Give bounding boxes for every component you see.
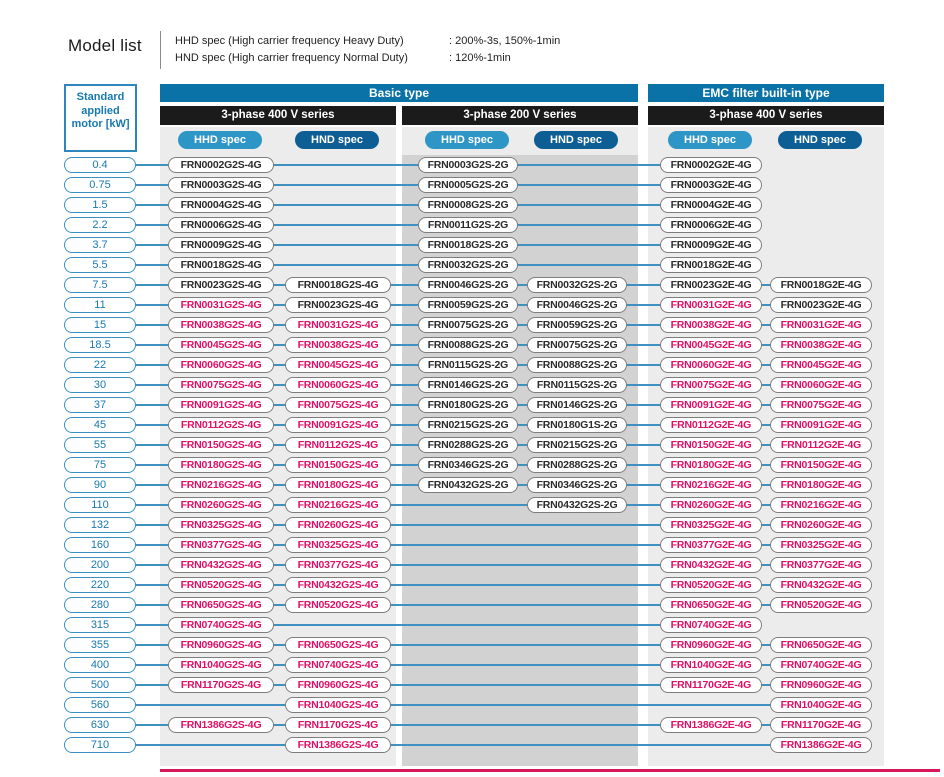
model-pill: FRN0180G2E-4G — [770, 477, 872, 493]
header-divider — [160, 31, 161, 69]
model-pill: FRN1170G2S-4G — [285, 717, 391, 733]
model-pill: FRN0288G2S-2G — [527, 457, 627, 473]
model-pill: FRN0377G2E-4G — [660, 537, 762, 553]
model-pill: FRN1170G2S-4G — [168, 677, 274, 693]
motor-row — [0, 535, 944, 555]
motor-kw-pill: 22 — [64, 357, 136, 373]
motor-row — [0, 615, 944, 635]
motor-row — [0, 635, 944, 655]
row-connector-line — [133, 744, 820, 746]
motor-row — [0, 335, 944, 355]
model-pill: FRN0150G2E-4G — [770, 457, 872, 473]
group-header-basic-type: Basic type — [160, 84, 638, 102]
model-pill: FRN0180G2S-4G — [168, 457, 274, 473]
model-pill: FRN0740G2E-4G — [660, 617, 762, 633]
model-pill: FRN0960G2S-4G — [168, 637, 274, 653]
model-pill: FRN0346G2S-2G — [527, 477, 627, 493]
model-pill: FRN0075G2S-4G — [285, 397, 391, 413]
motor-kw-pill: 710 — [64, 737, 136, 753]
legend-label: HHD spec (High carrier frequency Heavy Duty) — [175, 35, 404, 47]
model-pill: FRN0115G2S-2G — [527, 377, 627, 393]
model-pill: FRN0046G2S-2G — [527, 297, 627, 313]
model-pill: FRN0045G2S-4G — [168, 337, 274, 353]
model-pill: FRN0432G2S-4G — [285, 577, 391, 593]
model-pill: FRN0740G2S-4G — [168, 617, 274, 633]
model-pill: FRN0004G2E-4G — [660, 197, 762, 213]
model-pill: FRN0325G2E-4G — [660, 517, 762, 533]
model-pill: FRN1040G2S-4G — [285, 697, 391, 713]
model-pill: FRN0075G2E-4G — [770, 397, 872, 413]
motor-kw-pill: 630 — [64, 717, 136, 733]
motor-kw-pill: 160 — [64, 537, 136, 553]
model-pill: FRN0018G2E-4G — [660, 257, 762, 273]
model-pill: FRN0091G2S-4G — [285, 417, 391, 433]
model-pill: FRN0288G2S-2G — [418, 437, 518, 453]
motor-kw-pill: 45 — [64, 417, 136, 433]
model-pill: FRN1386G2S-4G — [285, 737, 391, 753]
model-pill: FRN0115G2S-2G — [418, 357, 518, 373]
model-pill: FRN0038G2E-4G — [660, 317, 762, 333]
model-pill: FRN0003G2S-2G — [418, 157, 518, 173]
motor-kw-pill: 315 — [64, 617, 136, 633]
model-pill: FRN0002G2E-4G — [660, 157, 762, 173]
model-pill: FRN0002G2S-4G — [168, 157, 274, 173]
model-pill: FRN0091G2E-4G — [770, 417, 872, 433]
model-pill: FRN0650G2E-4G — [770, 637, 872, 653]
motor-row — [0, 435, 944, 455]
group-header-emc-filter: EMC filter built-in type — [648, 84, 884, 102]
model-pill: FRN0520G2E-4G — [770, 597, 872, 613]
model-pill: FRN0180G2S-2G — [418, 397, 518, 413]
motor-kw-pill: 500 — [64, 677, 136, 693]
model-pill: FRN0650G2S-4G — [168, 597, 274, 613]
legend-label: HND spec (High carrier frequency Normal Duty) — [175, 52, 408, 64]
model-pill: FRN0032G2S-2G — [527, 277, 627, 293]
model-pill: FRN0038G2S-4G — [285, 337, 391, 353]
model-pill: FRN1170G2E-4G — [660, 677, 762, 693]
model-pill: FRN0088G2S-2G — [527, 357, 627, 373]
motor-kw-pill: 200 — [64, 557, 136, 573]
motor-row — [0, 715, 944, 735]
motor-row — [0, 395, 944, 415]
model-pill: FRN0112G2S-4G — [285, 437, 391, 453]
model-pill: FRN0031G2E-4G — [660, 297, 762, 313]
model-pill: FRN0325G2S-4G — [168, 517, 274, 533]
motor-row — [0, 175, 944, 195]
motor-row — [0, 295, 944, 315]
motor-row — [0, 675, 944, 695]
legend-value: : 200%-3s, 150%-1min — [449, 35, 561, 47]
spec-pill-hhd-400v-emc: HHD spec — [668, 131, 752, 149]
model-pill: FRN0146G2S-2G — [527, 397, 627, 413]
model-pill: FRN1386G2S-4G — [168, 717, 274, 733]
motor-kw-pill: 220 — [64, 577, 136, 593]
model-pill: FRN0032G2S-2G — [418, 257, 518, 273]
model-pill: FRN0003G2E-4G — [660, 177, 762, 193]
spec-pill-hhd-200v-basic: HHD spec — [425, 131, 509, 149]
model-pill: FRN0346G2S-2G — [418, 457, 518, 473]
motor-kw-pill: 0.75 — [64, 177, 136, 193]
model-pill: FRN0059G2S-2G — [418, 297, 518, 313]
model-pill: FRN0045G2S-4G — [285, 357, 391, 373]
model-pill: FRN1386G2E-4G — [770, 737, 872, 753]
series-header-400v-emc: 3-phase 400 V series — [648, 106, 884, 125]
motor-kw-pill: 400 — [64, 657, 136, 673]
model-pill: FRN0260G2E-4G — [770, 517, 872, 533]
motor-kw-pill: 0.4 — [64, 157, 136, 173]
model-pill: FRN0031G2E-4G — [770, 317, 872, 333]
model-pill: FRN0520G2E-4G — [660, 577, 762, 593]
series-header-200v-basic: 3-phase 200 V series — [402, 106, 638, 125]
motor-row — [0, 455, 944, 475]
model-pill: FRN0018G2E-4G — [770, 277, 872, 293]
model-pill: FRN0088G2S-2G — [418, 337, 518, 353]
model-pill: FRN0960G2E-4G — [660, 637, 762, 653]
motor-kw-pill: 560 — [64, 697, 136, 713]
spec-pill-hnd-400v-emc: HND spec — [778, 131, 862, 149]
model-pill: FRN0006G2S-4G — [168, 217, 274, 233]
model-pill: FRN0112G2S-4G — [168, 417, 274, 433]
model-pill: FRN1040G2E-4G — [660, 657, 762, 673]
model-pill: FRN0038G2E-4G — [770, 337, 872, 353]
model-pill: FRN0432G2S-2G — [527, 497, 627, 513]
motor-kw-pill: 18.5 — [64, 337, 136, 353]
model-pill: FRN0216G2S-4G — [285, 497, 391, 513]
motor-row — [0, 375, 944, 395]
model-pill: FRN1040G2S-4G — [168, 657, 274, 673]
model-pill: FRN0740G2S-4G — [285, 657, 391, 673]
model-pill: FRN0432G2E-4G — [770, 577, 872, 593]
model-pill: FRN0260G2E-4G — [660, 497, 762, 513]
model-pill: FRN0018G2S-4G — [285, 277, 391, 293]
model-pill: FRN0018G2S-4G — [168, 257, 274, 273]
legend-row-hhd — [175, 33, 560, 50]
model-pill: FRN0075G2S-2G — [418, 317, 518, 333]
model-pill: FRN0180G1S-2G — [527, 417, 627, 433]
model-pill: FRN1040G2E-4G — [770, 697, 872, 713]
motor-row — [0, 515, 944, 535]
spec-legend — [175, 33, 560, 67]
model-pill: FRN0740G2E-4G — [770, 657, 872, 673]
motor-kw-pill: 5.5 — [64, 257, 136, 273]
model-pill: FRN0006G2E-4G — [660, 217, 762, 233]
model-pill: FRN0520G2S-4G — [285, 597, 391, 613]
model-pill: FRN0146G2S-2G — [418, 377, 518, 393]
motor-row — [0, 155, 944, 175]
model-pill: FRN0009G2S-4G — [168, 237, 274, 253]
motor-row — [0, 315, 944, 335]
model-pill: FRN0150G2S-4G — [168, 437, 274, 453]
motor-kw-pill: 37 — [64, 397, 136, 413]
motor-row — [0, 475, 944, 495]
motor-row — [0, 355, 944, 375]
model-pill: FRN0650G2S-4G — [285, 637, 391, 653]
spec-pill-hhd-400v-basic: HHD spec — [178, 131, 262, 149]
motor-kw-pill: 280 — [64, 597, 136, 613]
motor-row — [0, 555, 944, 575]
model-pill: FRN0046G2S-2G — [418, 277, 518, 293]
motor-kw-pill: 15 — [64, 317, 136, 333]
motor-row — [0, 415, 944, 435]
model-pill: FRN0112G2E-4G — [660, 417, 762, 433]
model-pill: FRN0060G2S-4G — [285, 377, 391, 393]
model-pill: FRN0091G2S-4G — [168, 397, 274, 413]
motor-row — [0, 655, 944, 675]
page-title: Model list — [68, 36, 142, 55]
model-pill: FRN0260G2S-4G — [168, 497, 274, 513]
model-pill: FRN0060G2E-4G — [770, 377, 872, 393]
model-pill: FRN0215G2S-2G — [527, 437, 627, 453]
model-pill: FRN0023G2S-4G — [168, 277, 274, 293]
model-pill: FRN0031G2S-4G — [168, 297, 274, 313]
model-pill: FRN0180G2S-4G — [285, 477, 391, 493]
model-pill: FRN0005G2S-2G — [418, 177, 518, 193]
row-connector-line — [133, 704, 820, 706]
model-pill: FRN0150G2S-4G — [285, 457, 391, 473]
model-pill: FRN0216G2S-4G — [168, 477, 274, 493]
model-pill: FRN0003G2S-4G — [168, 177, 274, 193]
model-pill: FRN0009G2E-4G — [660, 237, 762, 253]
model-pill: FRN0960G2E-4G — [770, 677, 872, 693]
model-pill: FRN0150G2E-4G — [660, 437, 762, 453]
motor-kw-pill: 2.2 — [64, 217, 136, 233]
motor-row — [0, 735, 944, 755]
motor-row — [0, 275, 944, 295]
model-pill: FRN0008G2S-2G — [418, 197, 518, 213]
model-pill: FRN0038G2S-4G — [168, 317, 274, 333]
model-pill: FRN0091G2E-4G — [660, 397, 762, 413]
model-pill: FRN0004G2S-4G — [168, 197, 274, 213]
model-pill: FRN1386G2E-4G — [660, 717, 762, 733]
motor-kw-pill: 90 — [64, 477, 136, 493]
model-pill: FRN0031G2S-4G — [285, 317, 391, 333]
model-pill: FRN0377G2E-4G — [770, 557, 872, 573]
motor-kw-pill: 132 — [64, 517, 136, 533]
spec-pill-hnd-200v-basic: HND spec — [534, 131, 618, 149]
model-pill: FRN0432G2E-4G — [660, 557, 762, 573]
motor-row — [0, 215, 944, 235]
model-pill: FRN0325G2S-4G — [285, 537, 391, 553]
motor-row — [0, 495, 944, 515]
model-pill: FRN0260G2S-4G — [285, 517, 391, 533]
model-pill: FRN0215G2S-2G — [418, 417, 518, 433]
motor-kw-pill: 355 — [64, 637, 136, 653]
kw-column-header: Standard applied motor [kW] — [64, 84, 137, 152]
bottom-rule — [160, 769, 940, 772]
spec-pill-hnd-400v-basic: HND spec — [295, 131, 379, 149]
model-pill: FRN0011G2S-2G — [418, 217, 518, 233]
motor-kw-pill: 30 — [64, 377, 136, 393]
model-pill: FRN0045G2E-4G — [770, 357, 872, 373]
motor-kw-pill: 3.7 — [64, 237, 136, 253]
model-pill: FRN0520G2S-4G — [168, 577, 274, 593]
series-header-400v-basic: 3-phase 400 V series — [160, 106, 396, 125]
model-pill: FRN0075G2E-4G — [660, 377, 762, 393]
model-pill: FRN0075G2S-4G — [168, 377, 274, 393]
model-pill: FRN0432G2S-4G — [168, 557, 274, 573]
model-pill: FRN0216G2E-4G — [660, 477, 762, 493]
motor-row — [0, 195, 944, 215]
legend-row-hnd — [175, 50, 560, 67]
motor-kw-pill: 110 — [64, 497, 136, 513]
motor-kw-pill: 75 — [64, 457, 136, 473]
motor-row — [0, 235, 944, 255]
model-pill: FRN0018G2S-2G — [418, 237, 518, 253]
motor-row — [0, 595, 944, 615]
model-pill: FRN0960G2S-4G — [285, 677, 391, 693]
model-pill: FRN0023G2E-4G — [660, 277, 762, 293]
motor-kw-pill: 1.5 — [64, 197, 136, 213]
motor-row — [0, 695, 944, 715]
model-pill: FRN1170G2E-4G — [770, 717, 872, 733]
model-pill: FRN0023G2S-4G — [285, 297, 391, 313]
model-pill: FRN0060G2E-4G — [660, 357, 762, 373]
model-pill: FRN0216G2E-4G — [770, 497, 872, 513]
model-pill: FRN0325G2E-4G — [770, 537, 872, 553]
model-pill: FRN0060G2S-4G — [168, 357, 274, 373]
model-pill: FRN0112G2E-4G — [770, 437, 872, 453]
motor-kw-pill: 11 — [64, 297, 136, 313]
model-pill: FRN0045G2E-4G — [660, 337, 762, 353]
motor-kw-pill: 55 — [64, 437, 136, 453]
model-pill: FRN0650G2E-4G — [660, 597, 762, 613]
legend-value: : 120%-1min — [449, 52, 511, 64]
motor-row — [0, 255, 944, 275]
motor-kw-pill: 7.5 — [64, 277, 136, 293]
model-pill: FRN0180G2E-4G — [660, 457, 762, 473]
model-pill: FRN0059G2S-2G — [527, 317, 627, 333]
model-pill: FRN0023G2E-4G — [770, 297, 872, 313]
model-pill: FRN0432G2S-2G — [418, 477, 518, 493]
model-pill: FRN0075G2S-2G — [527, 337, 627, 353]
motor-row — [0, 575, 944, 595]
model-pill: FRN0377G2S-4G — [168, 537, 274, 553]
model-pill: FRN0377G2S-4G — [285, 557, 391, 573]
